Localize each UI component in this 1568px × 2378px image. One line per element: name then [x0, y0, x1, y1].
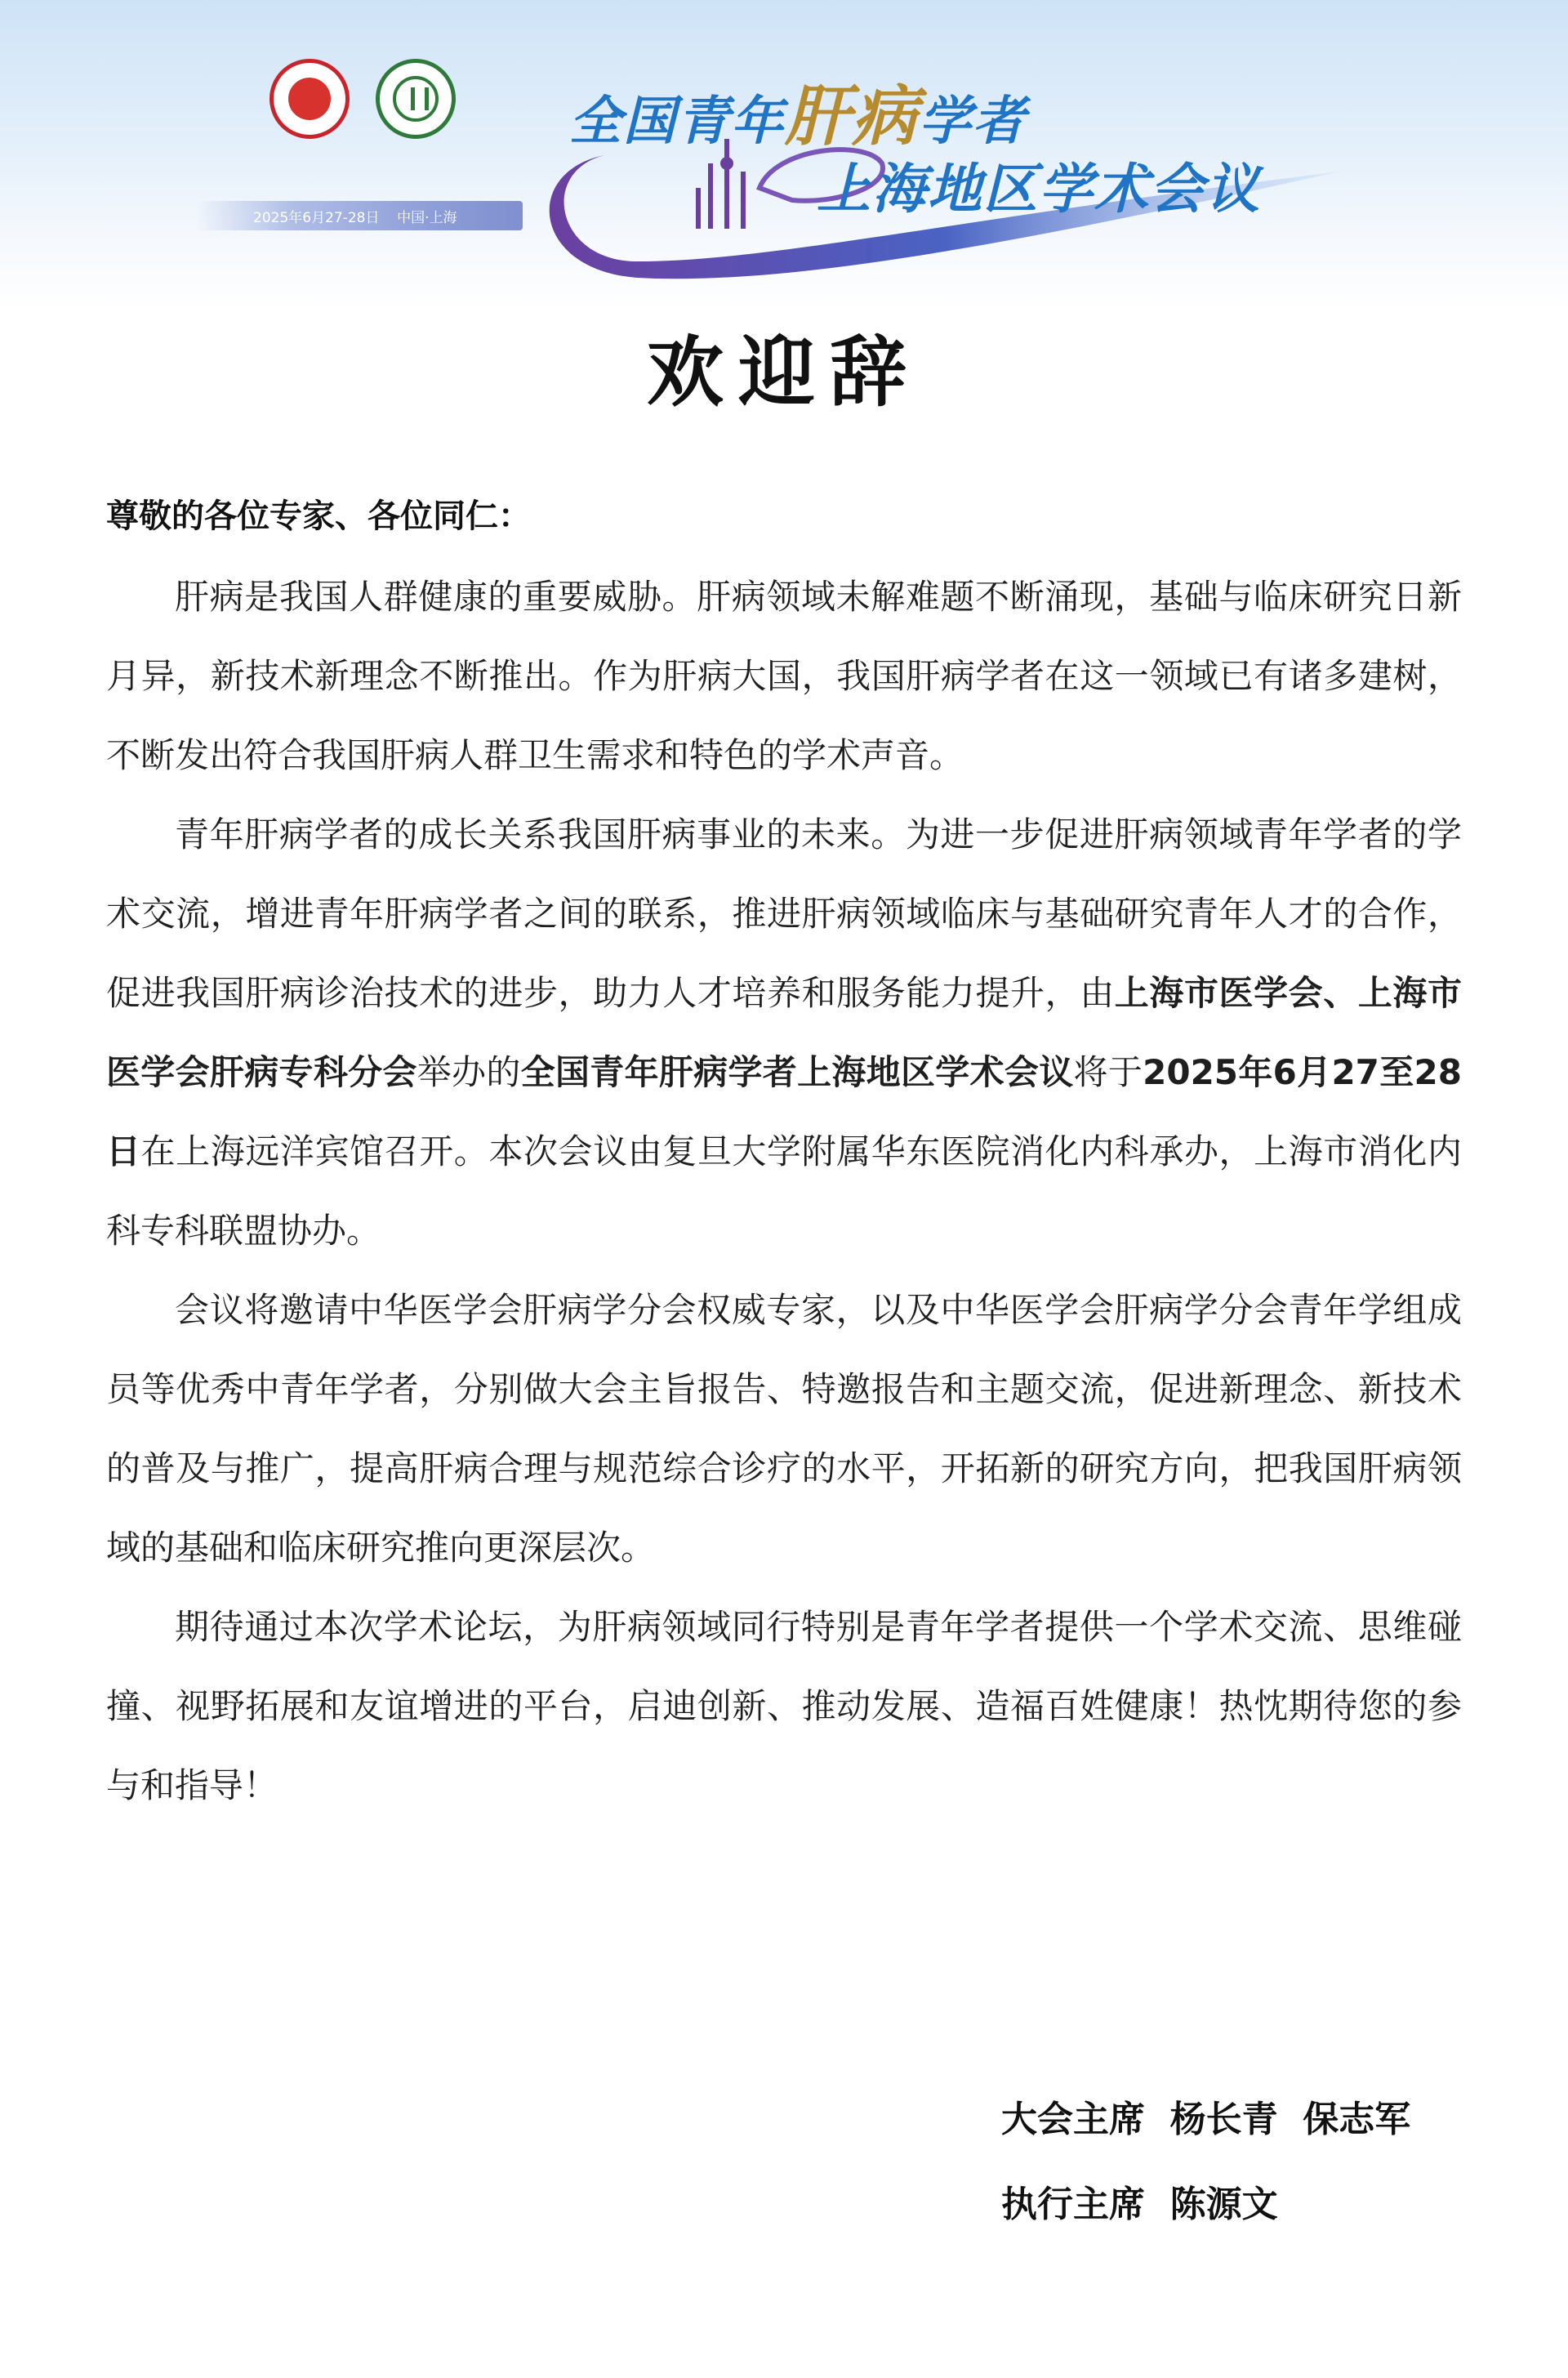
executive-chair-signature: 执行主席 陈源文: [1001, 2184, 1278, 2225]
date-location-bar: [196, 201, 523, 230]
conference-title-line1: 全国青年肝病学者: [569, 78, 1027, 154]
page-title: 欢迎辞: [646, 328, 921, 417]
paragraph-2: 青年肝病学者的成长关系我国肝病事业的未来。为进一步促进肝病领域青年学者的学术交流，增进青年肝病学者之间的联系，推进肝病领域临床与基础研究青年人才的合作，促进我国肝病诊治技术的进步，助力人才培养和服务能力提升，由上海市医学会、上海市医学会肝病专科分会举办的全国青年肝病学者上海地区学术会议将于2025年6月27至28日在上海远洋宾馆召开。本次会议由复旦大学附属华东医院消化内科承办，上海市消化内科专科联盟协办。: [106, 814, 1462, 1251]
paragraph-3: 会议将邀请中华医学会肝病学分会权威专家，以及中华医学会肝病学分会青年学组成员等优秀中青年学者，分别做大会主旨报告、特邀报告和主题交流，促进新理念、新技术的普及与推广，提高肝病合理与规范综合诊疗的水平，开拓新的研究方向，把我国肝病领域的基础和临床研究推向更深层次。: [106, 1290, 1462, 1568]
letter-body: [106, 557, 1462, 1825]
huadong-hospital-logo: [376, 59, 456, 139]
date-location-text: 2025年6月27-28日 中国·上海: [253, 210, 457, 226]
shanghai-medical-association-logo: [270, 59, 350, 139]
chair-signature: 大会主席 杨长青 保志军: [1001, 2099, 1411, 2140]
paragraph-4: 期待通过本次学术论坛，为肝病领域同行特别是青年学者提供一个学术交流、思维碰撞、视野拓展和友谊增进的平台，启迪创新、推动发展、造福百姓健康！热忱期待您的参与和指导！: [106, 1607, 1462, 1805]
paragraph-1: 肝病是我国人群健康的重要威胁。肝病领域未解难题不断涌现，基础与临床研究日新月异，新技术新理念不断推出。作为肝病大国，我国肝病学者在这一领域已有诸多建树，不断发出符合我国肝病人群卫生需求和特色的学术声音。: [106, 577, 1462, 775]
greeting: 尊敬的各位专家、各位同仁：: [106, 497, 531, 535]
conference-title-line2: 上海地区学术会议: [817, 158, 1261, 221]
conference-banner: [0, 0, 1568, 310]
